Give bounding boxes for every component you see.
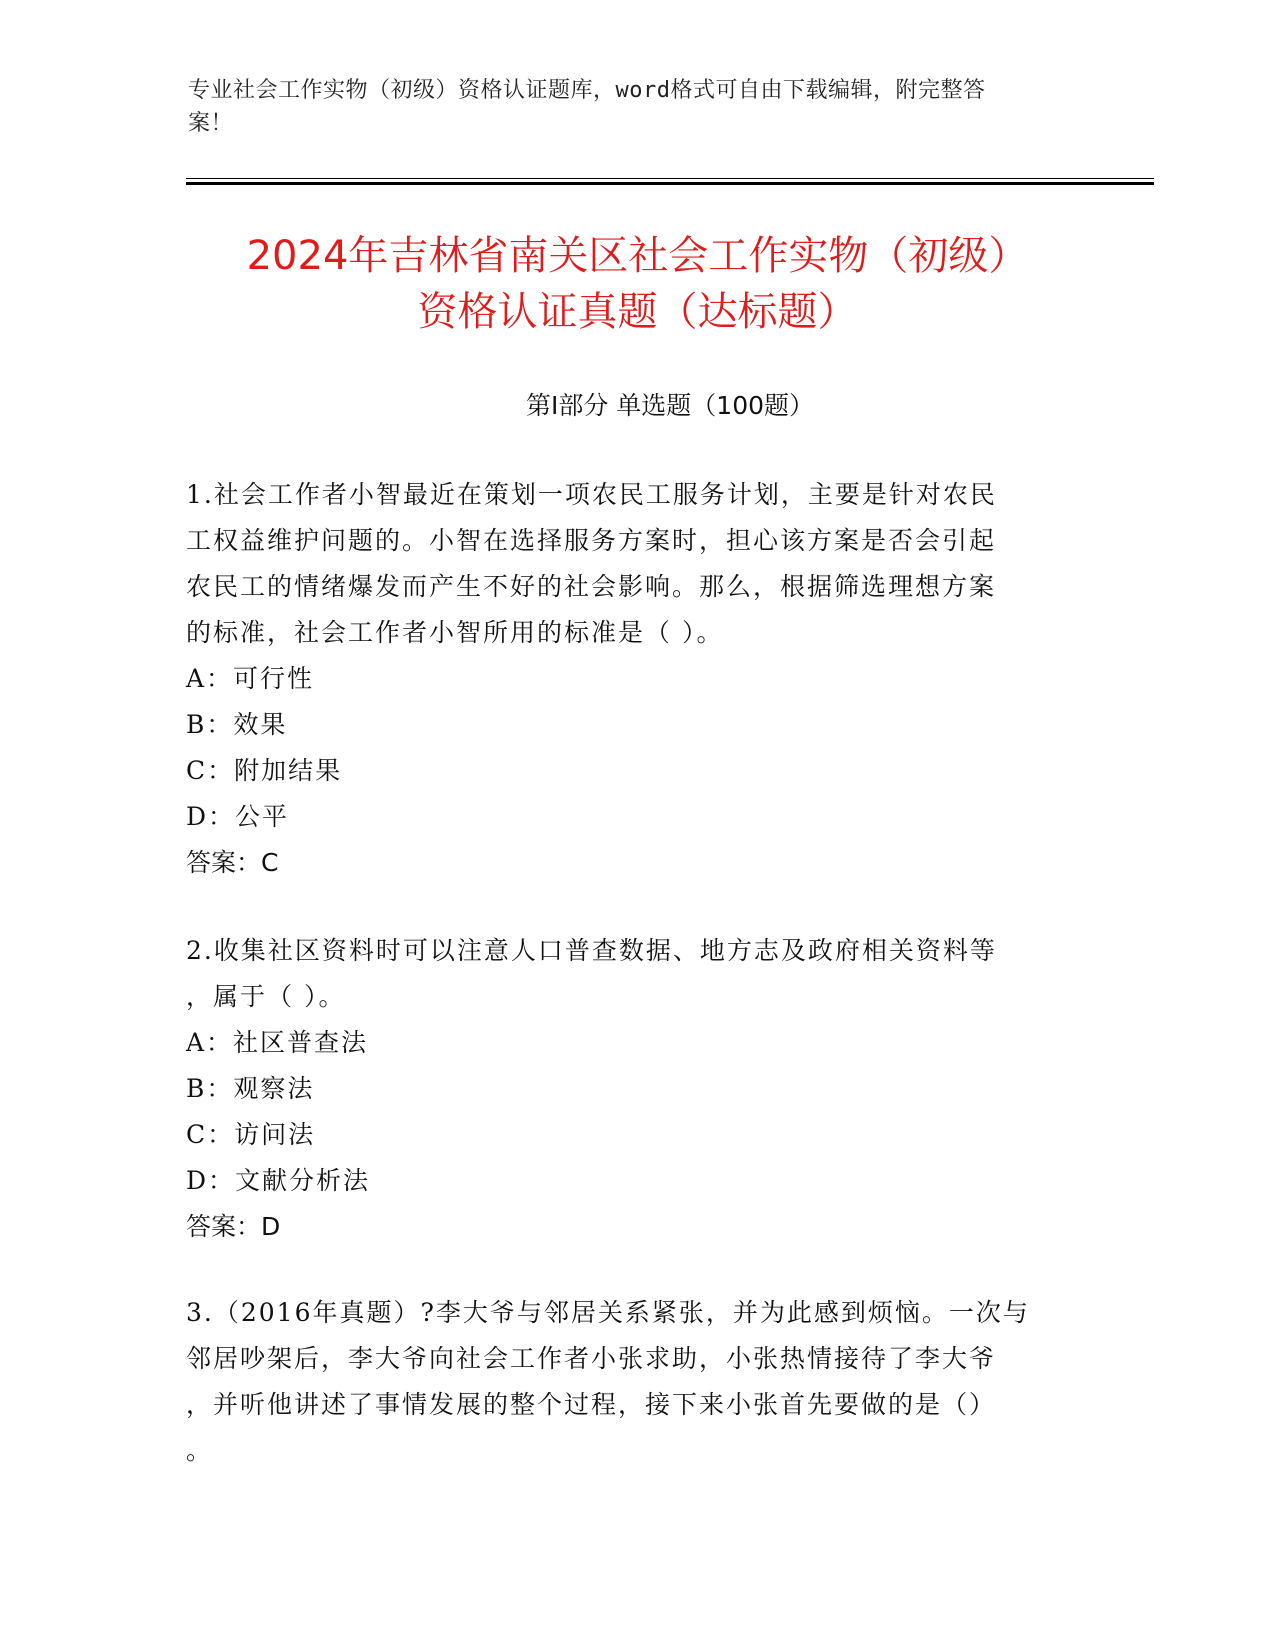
header-note	[188, 74, 1078, 140]
answer: 答案：C	[186, 848, 279, 877]
document-title-line: 2024年吉林省南关区社会工作实物（初级）	[246, 233, 1029, 279]
option-c: C：访问法	[186, 1120, 316, 1149]
header-note-line: 案！	[188, 111, 234, 136]
question-stem-line: 农民工的情绪爆发而产生不好的社会影响。那么，根据筛选理想方案	[186, 572, 997, 601]
answer: 答案：D	[186, 1212, 281, 1241]
option-d: D：文献分析法	[186, 1166, 371, 1195]
section-heading: 第I部分 单选题（100题）	[525, 391, 815, 420]
question-stem	[186, 1290, 1086, 1474]
question-stem-line: ，属于（ ）。	[186, 982, 346, 1011]
question-stem-line: 。	[186, 1436, 214, 1465]
option-d: D：公平	[186, 802, 290, 831]
question-stem-line: 2.收集社区资料时可以注意人口普查数据、地方志及政府相关资料等	[186, 936, 997, 965]
document-title	[120, 228, 1155, 340]
question-stem-line: 的标准，社会工作者小智所用的标准是（ ）。	[186, 618, 724, 647]
question-stem-line: 3.（2016年真题）?李大爷与邻居关系紧张，并为此感到烦恼。一次与	[186, 1298, 1030, 1327]
header-note-line: 专业社会工作实物（初级）资格认证题库，word格式可自由下载编辑，附完整答	[188, 78, 986, 103]
question-stem-line: 邻居吵架后，李大爷向社会工作者小张求助，小张热情接待了李大爷	[186, 1344, 997, 1373]
option-b: B：效果	[186, 710, 288, 739]
question-stem	[186, 472, 1086, 656]
question-2	[186, 928, 1086, 1250]
question-3	[186, 1290, 1086, 1474]
question-1	[186, 472, 1086, 886]
document-title-line: 资格认证真题（达标题）	[417, 289, 858, 335]
header-divider-thin	[186, 178, 1154, 179]
option-a: A：社区普查法	[186, 1028, 369, 1057]
option-a: A：可行性	[186, 664, 315, 693]
header-divider-thick	[186, 182, 1154, 185]
question-stem-line: ，并听他讲述了事情发展的整个过程，接下来小张首先要做的是（）	[186, 1390, 997, 1419]
question-stem	[186, 928, 1086, 1020]
option-b: B：观察法	[186, 1074, 315, 1103]
question-stem-line: 1.社会工作者小智最近在策划一项农民工服务计划，主要是针对农民	[186, 480, 997, 509]
option-c: C：附加结果	[186, 756, 343, 785]
question-stem-line: 工权益维护问题的。小智在选择服务方案时，担心该方案是否会引起	[186, 526, 997, 555]
